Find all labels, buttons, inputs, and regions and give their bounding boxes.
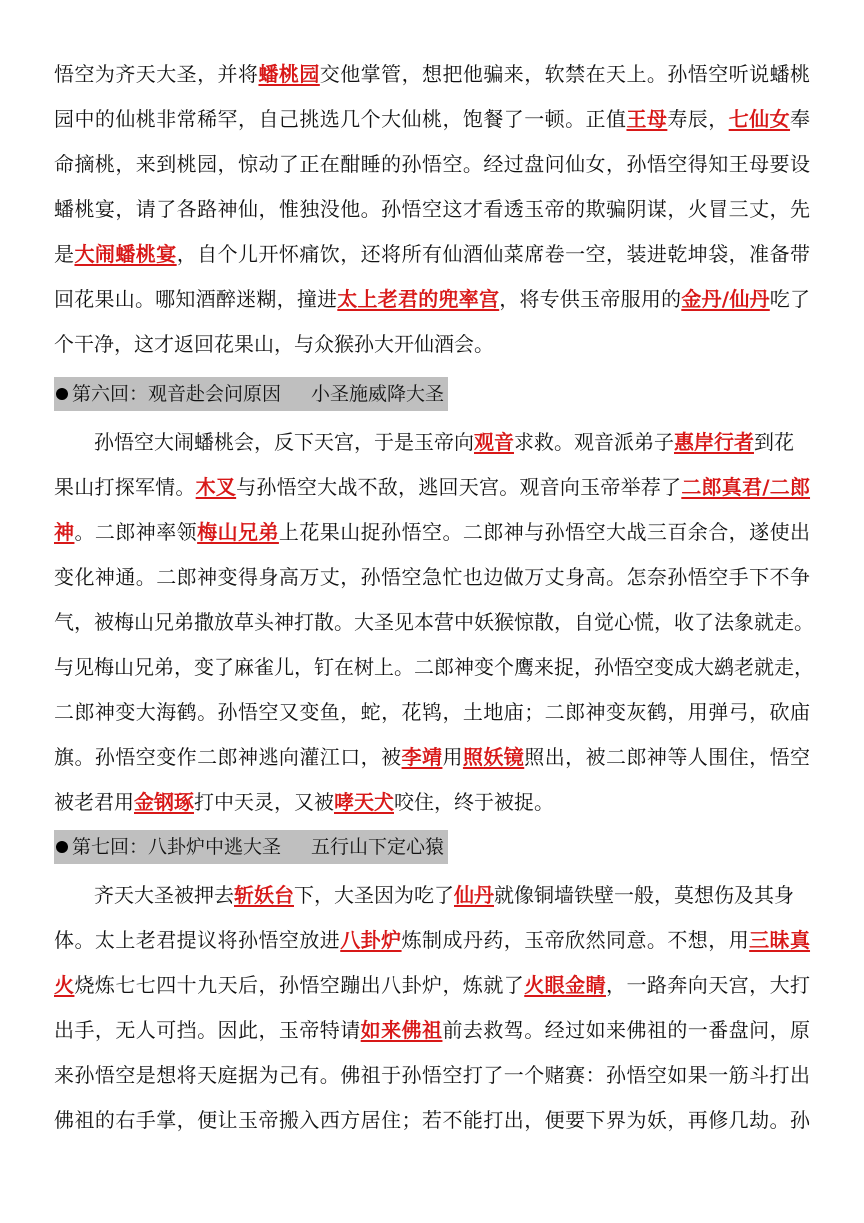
text-line xyxy=(54,1018,810,1042)
text-segment: 蟠桃宴，请了各路神仙，惟独没他。孙悟空这才看透玉帝的欺骗阴谋，火冒三丈，先 xyxy=(54,197,810,221)
text-segment: 寿辰， xyxy=(667,107,729,131)
text-line xyxy=(54,745,810,769)
text-segment: 炼制成丹药，玉帝欣然同意。不想，用 xyxy=(401,928,750,952)
highlighted-term: 火眼金睛 xyxy=(524,973,607,997)
text-segment: 交他掌管，想把他骗来，软禁在天上。孙悟空听说蟠桃 xyxy=(319,62,811,86)
chapter-title-part2: 五行山下定心猿 xyxy=(311,836,445,858)
text-segment: 上花果山捉孙悟空。二郎神与孙悟空大战三百余合，遂使出 xyxy=(278,520,811,544)
text-line xyxy=(54,790,554,814)
text-segment: 与见梅山兄弟，变了麻雀儿，钉在树上。二郎神变个鹰来捉，孙悟空变成大鹚老就走， xyxy=(54,655,814,679)
highlighted-term: 八卦炉 xyxy=(340,928,402,952)
text-line xyxy=(54,928,810,952)
text-segment: 就像铜墙铁壁一般，莫想伤及其身 xyxy=(494,883,794,907)
highlighted-term: 三昧真 xyxy=(749,928,811,952)
text-segment: 出手，无人可挡。因此，玉帝特请 xyxy=(54,1018,361,1042)
text-segment: 。二郎神率领 xyxy=(74,520,198,544)
text-segment: 孙悟空大闹蟠桃会，反下天宫，于是玉帝向 xyxy=(94,430,474,454)
chapter-heading xyxy=(54,377,448,411)
text-segment: 回花果山。哪知酒醉迷糊，撞进 xyxy=(54,287,338,311)
text-segment: 体。太上老君提议将孙悟空放进 xyxy=(54,928,341,952)
highlighted-term: 仙丹 xyxy=(454,883,494,907)
text-segment: 来孙悟空是想将天庭据为己有。佛祖于孙悟空打了一个赌赛：孙悟空如果一筋斗打出 xyxy=(54,1063,810,1087)
text-segment: 吃了 xyxy=(769,287,811,311)
text-segment: 被老君用 xyxy=(54,790,134,814)
text-line xyxy=(54,1108,810,1132)
text-segment: 果山打探军情。 xyxy=(54,475,196,499)
text-segment: 二郎神变大海鹤。孙悟空又变鱼，蛇，花鸨，土地庙；二郎神变灰鹤，用弹弓，砍庙 xyxy=(54,700,810,724)
highlighted-term: 太上老君的兜率宫 xyxy=(337,287,500,311)
text-segment: 齐天大圣被押去 xyxy=(94,883,234,907)
text-line xyxy=(54,520,810,544)
chapter-title-part1: 第六回：观音赴会问原因 xyxy=(72,383,282,405)
text-line xyxy=(54,242,810,266)
text-segment: 奉 xyxy=(790,107,811,131)
text-segment: 悟空为齐天大圣，并将 xyxy=(54,62,259,86)
text-line xyxy=(54,565,810,589)
text-line xyxy=(54,62,810,86)
text-segment: ，一路奔向天宫，大打 xyxy=(606,973,811,997)
highlighted-term: 金丹/仙丹 xyxy=(681,287,770,311)
highlighted-term: 蟠桃园 xyxy=(258,62,320,86)
text-line xyxy=(54,107,810,131)
highlighted-term: 大闹蟠桃宴 xyxy=(74,242,177,266)
text-line xyxy=(54,287,810,311)
highlighted-term: 如来佛祖 xyxy=(360,1018,443,1042)
chapter-title-part2: 小圣施威降大圣 xyxy=(311,383,445,405)
text-line xyxy=(54,700,810,724)
highlighted-term: 木叉 xyxy=(195,475,237,499)
text-segment: 前去救驾。经过如来佛祖的一番盘问，原 xyxy=(442,1018,811,1042)
highlighted-term: 李靖 xyxy=(401,745,443,769)
highlighted-term: 二郎真君/二郎 xyxy=(681,475,811,499)
highlighted-term: 哮天犬 xyxy=(334,790,394,814)
highlighted-term: 神 xyxy=(54,520,75,544)
text-segment: 佛祖的右手掌，便让玉帝搬入西方居住；若不能打出，便要下界为妖，再修几劫。孙 xyxy=(54,1108,810,1132)
text-line xyxy=(54,475,810,499)
text-segment: ，将专供玉帝服用的 xyxy=(499,287,682,311)
text-segment: 个干净，这才返回花果山，与众猴孙大开仙酒会。 xyxy=(54,332,494,356)
text-segment: 下，大圣因为吃了 xyxy=(294,883,454,907)
text-line xyxy=(54,152,810,176)
text-segment: 打中天灵，又被 xyxy=(194,790,334,814)
text-line xyxy=(54,655,814,679)
text-segment: 园中的仙桃非常稀罕，自己挑选几个大仙桃，饱餐了一顿。正值 xyxy=(54,107,627,131)
highlighted-term: 斩妖台 xyxy=(234,883,294,907)
chapter-title-part1: 第七回：八卦炉中逃大圣 xyxy=(72,836,282,858)
text-segment: ，自个儿开怀痛饮，还将所有仙酒仙菜席卷一空，装进乾坤袋，准备带 xyxy=(176,242,811,266)
highlighted-term: 七仙女 xyxy=(728,107,791,131)
text-segment: 气，被梅山兄弟撒放草头神打散。大圣见本营中妖猴惊散，自觉心慌，收了法象就走。 xyxy=(54,610,814,634)
text-segment: 烧炼七七四十九天后，孙悟空蹦出八卦炉，炼就了 xyxy=(74,973,525,997)
text-line xyxy=(54,883,794,907)
text-line xyxy=(54,197,810,221)
highlighted-term: 金钢琢 xyxy=(134,790,194,814)
highlighted-term: 观音 xyxy=(474,430,514,454)
text-segment: 求救。观音派弟子 xyxy=(514,430,674,454)
highlighted-term: 惠岸行者 xyxy=(674,430,754,454)
text-segment: 旗。孙悟空变作二郎神逃向灌江口，被 xyxy=(54,745,402,769)
highlighted-term: 梅山兄弟 xyxy=(197,520,279,544)
text-line xyxy=(54,973,810,997)
text-line xyxy=(54,332,494,356)
highlighted-term: 照妖镜 xyxy=(462,745,525,769)
text-segment: 到花 xyxy=(754,430,794,454)
text-segment: 变化神通。二郎神变得身高万丈，孙悟空急忙也边做万丈身高。怎奈孙悟空手下不争 xyxy=(54,565,810,589)
chapter-heading xyxy=(54,830,448,864)
bullet-icon xyxy=(56,841,68,853)
highlighted-term: 火 xyxy=(54,973,75,997)
text-line xyxy=(54,430,794,454)
text-segment: 用 xyxy=(442,745,463,769)
bullet-icon xyxy=(56,388,68,400)
text-line xyxy=(54,610,814,634)
text-segment: 咬住，终于被捉。 xyxy=(394,790,554,814)
text-line xyxy=(54,1063,810,1087)
text-segment: 是 xyxy=(54,242,75,266)
text-segment: 命摘桃，来到桃园，惊动了正在酣睡的孙悟空。经过盘问仙女，孙悟空得知王母要设 xyxy=(54,152,810,176)
text-segment: 照出，被二郎神等人围住，悟空 xyxy=(524,745,811,769)
text-segment: 与孙悟空大战不敌，逃回天宫。观音向玉帝举荐了 xyxy=(236,475,682,499)
highlighted-term: 王母 xyxy=(626,107,668,131)
